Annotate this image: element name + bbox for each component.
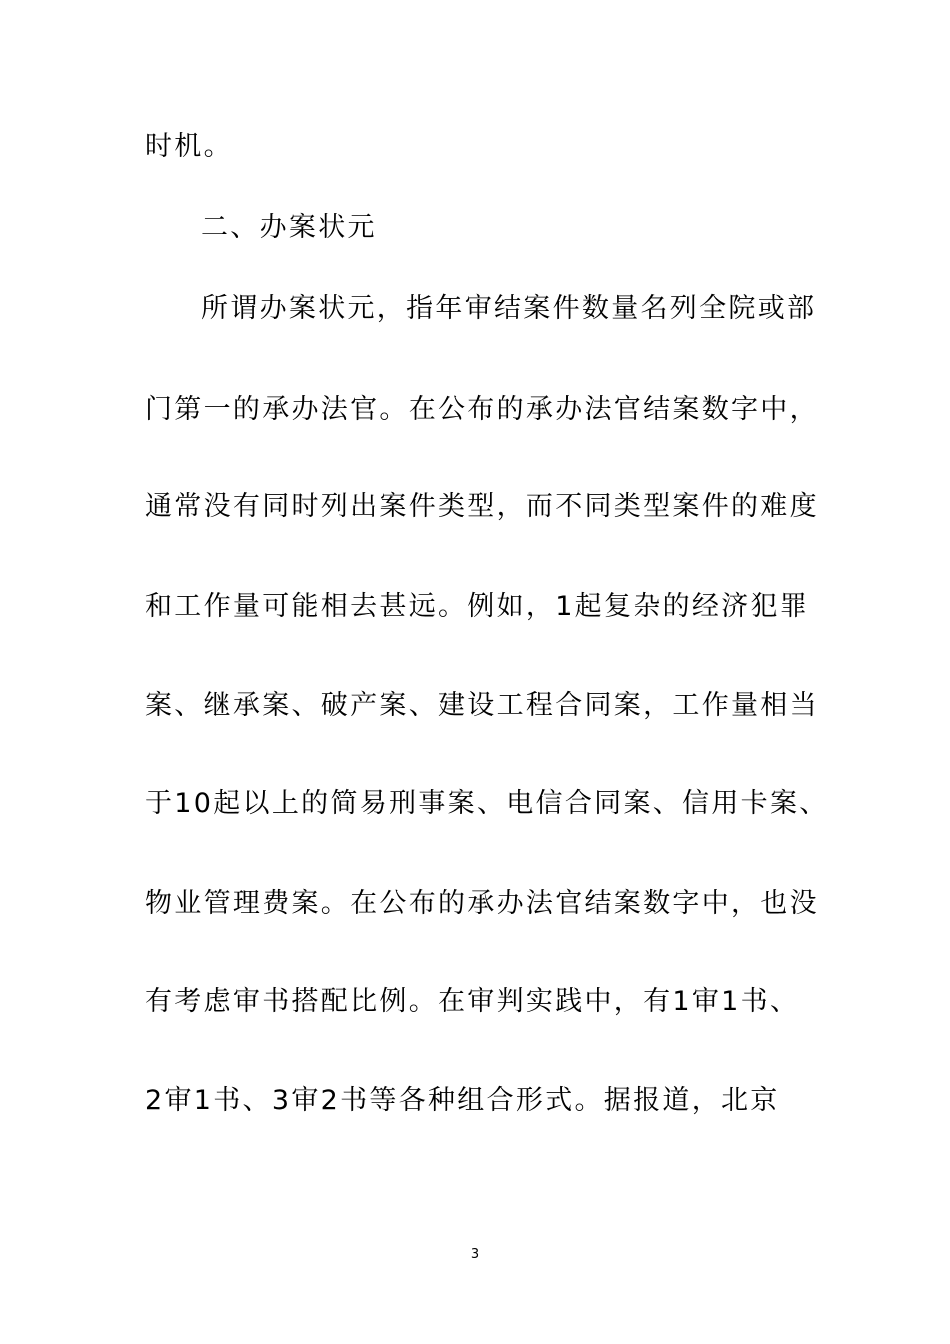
paragraph-line: 物业管理费案。在公布的承办法官结案数字中，也没: [145, 888, 819, 919]
paragraph-line: 于10起以上的简易刑事案、电信合同案、信用卡案、: [145, 788, 829, 819]
paragraph-line: 和工作量可能相去甚远。例如，1起复杂的经济犯罪: [145, 591, 810, 622]
page-number: 3: [470, 1247, 480, 1262]
paragraph-line: 有考虑审书搭配比例。在审判实践中，有1审1书、: [145, 986, 800, 1017]
paragraph-line: 案、继承案、破产案、建设工程合同案，工作量相当: [145, 690, 819, 721]
paragraph-first-line: 所谓办案状元，指年审结案件数量名列全院或部: [201, 293, 817, 324]
paragraph-line: 门第一的承办法官。在公布的承办法官结案数字中，: [145, 394, 819, 425]
paragraph-line: 通常没有同时列出案件类型，而不同类型案件的难度: [145, 491, 819, 522]
text-line-continuation: 时机。: [145, 131, 233, 162]
paragraph-line: 2审1书、3审2书等各种组合形式。据报道，北京: [145, 1085, 780, 1116]
section-heading: 二、办案状元: [201, 212, 377, 243]
